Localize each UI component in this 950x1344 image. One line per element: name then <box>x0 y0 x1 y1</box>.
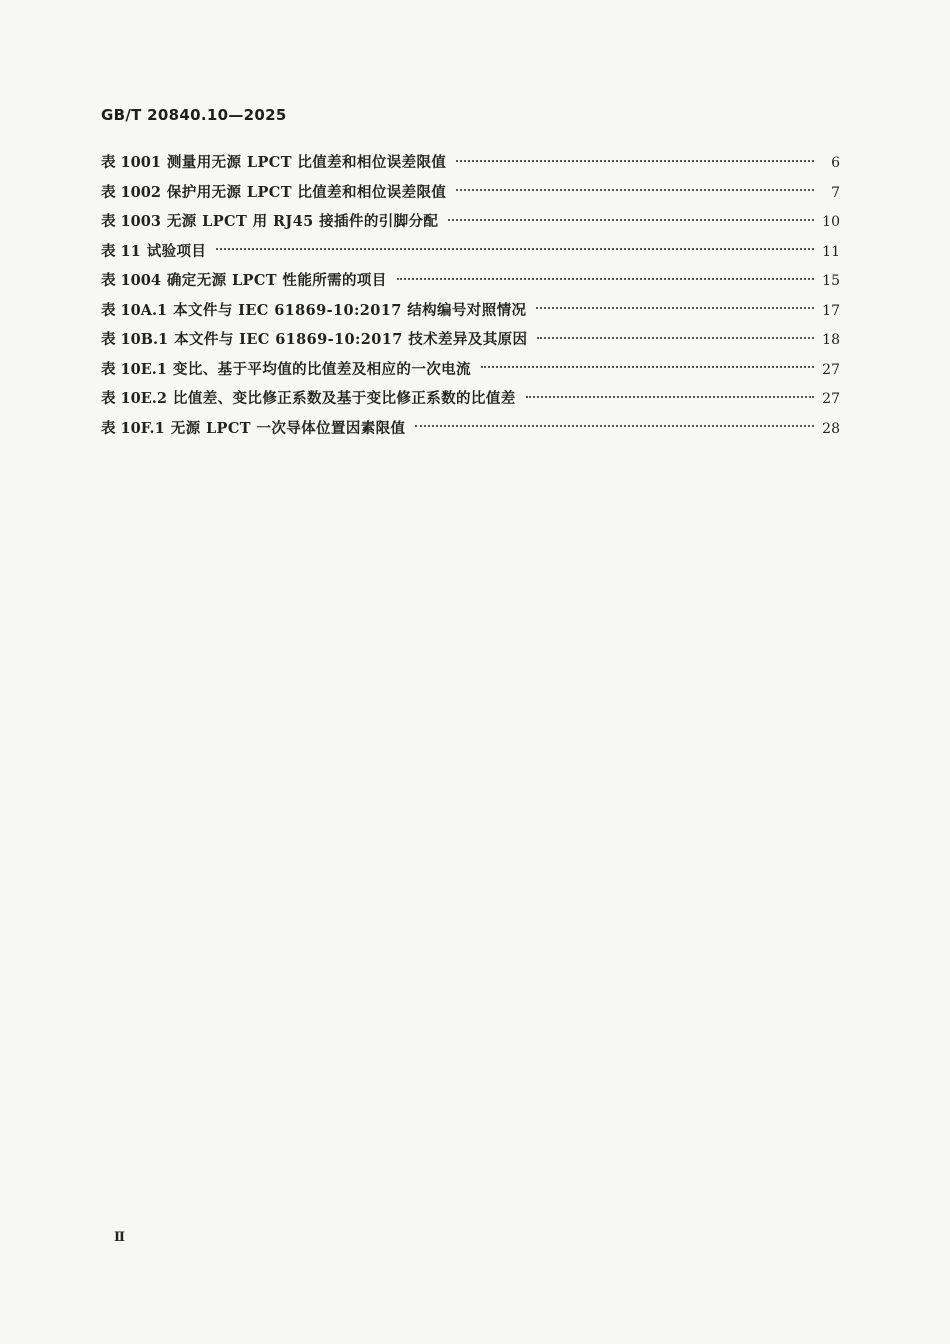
toc-entry-label: 表 1002 <box>101 183 161 201</box>
toc-entry-page: 27 <box>822 391 840 407</box>
toc-entry-page: 17 <box>822 302 840 319</box>
toc-entry-label: 表 10B.1 <box>101 331 169 348</box>
toc-entry-title: 确定无源 LPCT 性能所需的项目 <box>166 272 387 289</box>
dot-leader <box>397 278 814 280</box>
toc-entry-label: 表 11 <box>101 242 141 260</box>
toc-entry-label: 表 1001 <box>101 154 161 171</box>
toc-entry-title: 无源 LPCT 一次导体位置因素限值 <box>170 419 406 437</box>
toc-entry[interactable] <box>101 384 840 414</box>
toc-entry-page: 18 <box>822 332 840 348</box>
toc-entry[interactable] <box>101 207 840 237</box>
toc-entry-label: 表 1004 <box>101 272 161 289</box>
toc-entry-label: 表 10A.1 <box>101 301 168 319</box>
toc-entry-page: 7 <box>831 184 840 201</box>
toc-entry-page: 10 <box>822 214 840 230</box>
toc-entry[interactable] <box>101 355 840 385</box>
document-code: GB/T 20840.10—2025 <box>101 106 287 124</box>
toc-entry-page: 15 <box>822 273 840 289</box>
dot-leader <box>448 219 814 221</box>
toc-entry[interactable] <box>101 237 840 267</box>
toc-entry-title: 保护用无源 LPCT 比值差和相位误差限值 <box>166 183 447 201</box>
dot-leader <box>456 189 814 191</box>
toc-entry-title: 测量用无源 LPCT 比值差和相位误差限值 <box>166 154 447 171</box>
table-list <box>101 148 840 443</box>
dot-leader <box>216 248 814 250</box>
toc-entry-label: 表 10E.2 <box>101 390 167 407</box>
toc-entry-page: 28 <box>822 420 840 437</box>
toc-entry[interactable] <box>101 296 840 326</box>
toc-entry-title: 变比、基于平均值的比值差及相应的一次电流 <box>172 360 471 378</box>
dot-leader <box>526 396 814 398</box>
toc-entry[interactable] <box>101 414 840 444</box>
toc-entry-title: 比值差、变比修正系数及基于变比修正系数的比值差 <box>172 390 516 407</box>
dot-leader <box>456 160 814 162</box>
toc-entry-label: 表 10F.1 <box>101 419 165 437</box>
toc-entry-title: 本文件与 IEC 61869-10:2017 结构编号对照情况 <box>173 301 527 319</box>
toc-entry-title: 试验项目 <box>146 242 207 260</box>
toc-entry[interactable] <box>101 325 840 355</box>
toc-entry-title: 无源 LPCT 用 RJ45 接插件的引脚分配 <box>166 213 439 230</box>
toc-entry-page: 6 <box>831 155 840 171</box>
toc-entry-page: 11 <box>822 243 840 260</box>
dot-leader <box>536 307 814 309</box>
toc-entry[interactable] <box>101 266 840 296</box>
toc-entry-title: 本文件与 IEC 61869-10:2017 技术差异及其原因 <box>174 331 528 348</box>
toc-entry-page: 27 <box>822 361 840 378</box>
toc-entry-label: 表 1003 <box>101 213 161 230</box>
toc-entry[interactable] <box>101 148 840 178</box>
toc-entry[interactable] <box>101 178 840 208</box>
dot-leader <box>415 425 814 427</box>
toc-entry-label: 表 10E.1 <box>101 360 167 378</box>
dot-leader <box>481 366 814 368</box>
dot-leader <box>537 337 814 339</box>
page-number: Ⅱ <box>114 1230 125 1245</box>
